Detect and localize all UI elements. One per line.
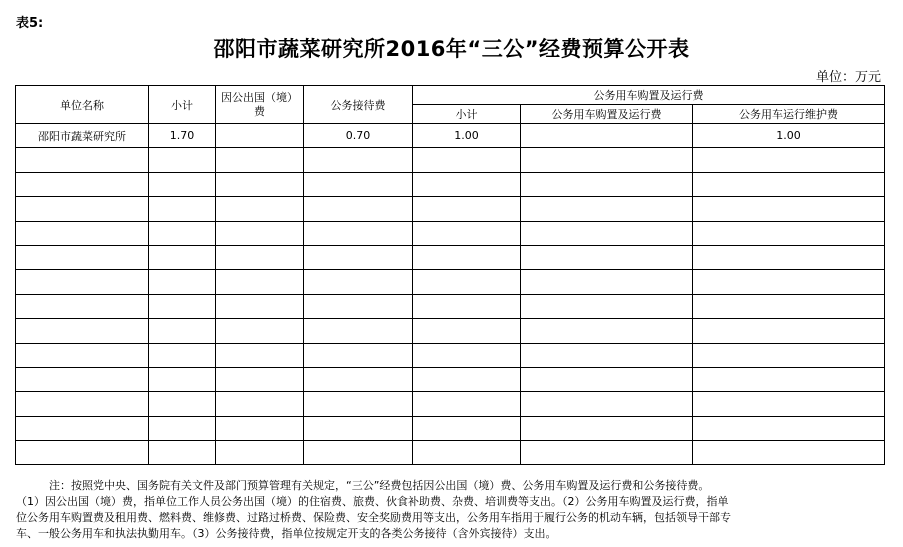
empty-cell	[16, 270, 149, 294]
empty-cell	[304, 319, 413, 343]
empty-cell	[304, 221, 413, 245]
empty-cell	[216, 197, 304, 221]
empty-cell	[693, 148, 885, 172]
header-unit-name: 单位名称	[16, 86, 149, 124]
empty-cell	[413, 392, 521, 416]
note-line-1: 注：按照党中央、国务院有关文件及部门预算管理有关规定，“三公”经费包括因公出国（境）费、公务用车购置及运行费和公务接待费。	[49, 479, 710, 492]
empty-cell	[304, 367, 413, 391]
empty-cell	[304, 416, 413, 440]
empty-cell	[149, 221, 216, 245]
empty-table-row	[16, 367, 885, 391]
empty-cell	[413, 441, 521, 465]
budget-table	[15, 85, 885, 465]
header-row-1	[16, 86, 885, 105]
empty-cell	[304, 148, 413, 172]
empty-cell	[149, 294, 216, 318]
empty-cell	[149, 148, 216, 172]
cell-reception: 0.70	[304, 124, 413, 148]
empty-table-row	[16, 221, 885, 245]
empty-cell	[149, 245, 216, 269]
empty-cell	[693, 245, 885, 269]
empty-cell	[216, 392, 304, 416]
empty-cell	[16, 148, 149, 172]
empty-cell	[149, 319, 216, 343]
empty-cell	[16, 294, 149, 318]
empty-cell	[521, 441, 693, 465]
empty-cell	[16, 197, 149, 221]
empty-cell	[216, 343, 304, 367]
empty-cell	[149, 197, 216, 221]
empty-cell	[413, 343, 521, 367]
page-title: 邵阳市蔬菜研究所2016年“三公”经费预算公开表	[213, 37, 690, 61]
empty-table-row	[16, 148, 885, 172]
empty-table-row	[16, 441, 885, 465]
empty-cell	[693, 441, 885, 465]
empty-cell	[16, 367, 149, 391]
empty-table-row	[16, 270, 885, 294]
empty-cell	[216, 416, 304, 440]
empty-cell	[16, 319, 149, 343]
empty-cell	[16, 172, 149, 196]
empty-cell	[216, 294, 304, 318]
table-body	[16, 124, 885, 465]
cell-vehicle-operation: 1.00	[693, 124, 885, 148]
cell-vehicle-subtotal: 1.00	[413, 124, 521, 148]
table-number-label: 表5:	[16, 16, 44, 31]
empty-cell	[521, 197, 693, 221]
empty-cell	[521, 221, 693, 245]
empty-cell	[413, 221, 521, 245]
empty-cell	[521, 245, 693, 269]
empty-table-row	[16, 172, 885, 196]
empty-table-row	[16, 392, 885, 416]
empty-cell	[304, 441, 413, 465]
empty-cell	[304, 294, 413, 318]
empty-cell	[216, 270, 304, 294]
empty-cell	[216, 172, 304, 196]
empty-cell	[413, 319, 521, 343]
note-line-3: 位公务用车购置费及租用费、燃料费、维修费、过路过桥费、保险费、安全奖励费用等支出，公务用车指用于履行公务的机动车辆，包括领导干部专	[16, 511, 731, 524]
empty-cell	[693, 294, 885, 318]
empty-cell	[413, 245, 521, 269]
empty-cell	[693, 392, 885, 416]
table-row	[16, 124, 885, 148]
empty-cell	[149, 367, 216, 391]
empty-cell	[521, 416, 693, 440]
empty-cell	[216, 245, 304, 269]
empty-cell	[304, 392, 413, 416]
empty-cell	[521, 294, 693, 318]
empty-cell	[149, 172, 216, 196]
empty-table-row	[16, 416, 885, 440]
empty-cell	[521, 343, 693, 367]
empty-table-row	[16, 294, 885, 318]
header-vehicle-purchase: 公务用车购置及运行费	[521, 105, 693, 124]
cell-unit-name: 邵阳市蔬菜研究所	[16, 124, 149, 148]
empty-cell	[413, 367, 521, 391]
empty-table-row	[16, 197, 885, 221]
unit-label: 单位：万元	[815, 70, 881, 85]
empty-cell	[216, 319, 304, 343]
empty-cell	[413, 197, 521, 221]
empty-cell	[149, 416, 216, 440]
empty-cell	[693, 197, 885, 221]
empty-cell	[304, 343, 413, 367]
empty-cell	[149, 270, 216, 294]
empty-table-row	[16, 319, 885, 343]
empty-cell	[521, 319, 693, 343]
empty-cell	[216, 221, 304, 245]
empty-cell	[304, 197, 413, 221]
empty-table-row	[16, 245, 885, 269]
empty-cell	[693, 367, 885, 391]
empty-cell	[16, 441, 149, 465]
empty-cell	[413, 416, 521, 440]
empty-cell	[521, 270, 693, 294]
header-abroad: 因公出国（境）费	[216, 86, 304, 124]
empty-cell	[216, 148, 304, 172]
empty-cell	[693, 416, 885, 440]
empty-cell	[521, 148, 693, 172]
header-vehicle-group: 公务用车购置及运行费	[413, 86, 885, 105]
empty-cell	[304, 270, 413, 294]
empty-cell	[16, 343, 149, 367]
note-line-2: （1）因公出国（境）费，指单位工作人员公务出国（境）的住宿费、旅费、伙食补助费、杂费、培训费等支出。（2）公务用车购置及运行费，指单	[16, 495, 729, 508]
empty-cell	[413, 148, 521, 172]
empty-cell	[693, 343, 885, 367]
empty-cell	[149, 392, 216, 416]
empty-cell	[521, 367, 693, 391]
empty-cell	[16, 416, 149, 440]
empty-cell	[413, 294, 521, 318]
header-subtotal: 小计	[149, 86, 216, 124]
empty-cell	[16, 245, 149, 269]
empty-cell	[693, 270, 885, 294]
empty-cell	[16, 392, 149, 416]
cell-abroad	[216, 124, 304, 148]
empty-cell	[216, 441, 304, 465]
empty-cell	[413, 172, 521, 196]
notes-block	[16, 478, 888, 542]
header-reception: 公务接待费	[304, 86, 413, 124]
empty-cell	[16, 221, 149, 245]
empty-cell	[413, 270, 521, 294]
empty-cell	[693, 172, 885, 196]
header-vehicle-subtotal: 小计	[413, 105, 521, 124]
empty-table-row	[16, 343, 885, 367]
empty-cell	[521, 392, 693, 416]
empty-cell	[521, 172, 693, 196]
empty-cell	[693, 319, 885, 343]
empty-cell	[304, 172, 413, 196]
header-vehicle-operation: 公务用车运行维护费	[693, 105, 885, 124]
note-line-4: 车、一般公务用车和执法执勤用车。（3）公务接待费，指单位按规定开支的各类公务接待（含外宾接待）支出。	[16, 527, 557, 540]
empty-cell	[149, 441, 216, 465]
cell-subtotal: 1.70	[149, 124, 216, 148]
empty-cell	[304, 245, 413, 269]
empty-cell	[149, 343, 216, 367]
empty-cell	[693, 221, 885, 245]
empty-cell	[216, 367, 304, 391]
cell-vehicle-purchase	[521, 124, 693, 148]
